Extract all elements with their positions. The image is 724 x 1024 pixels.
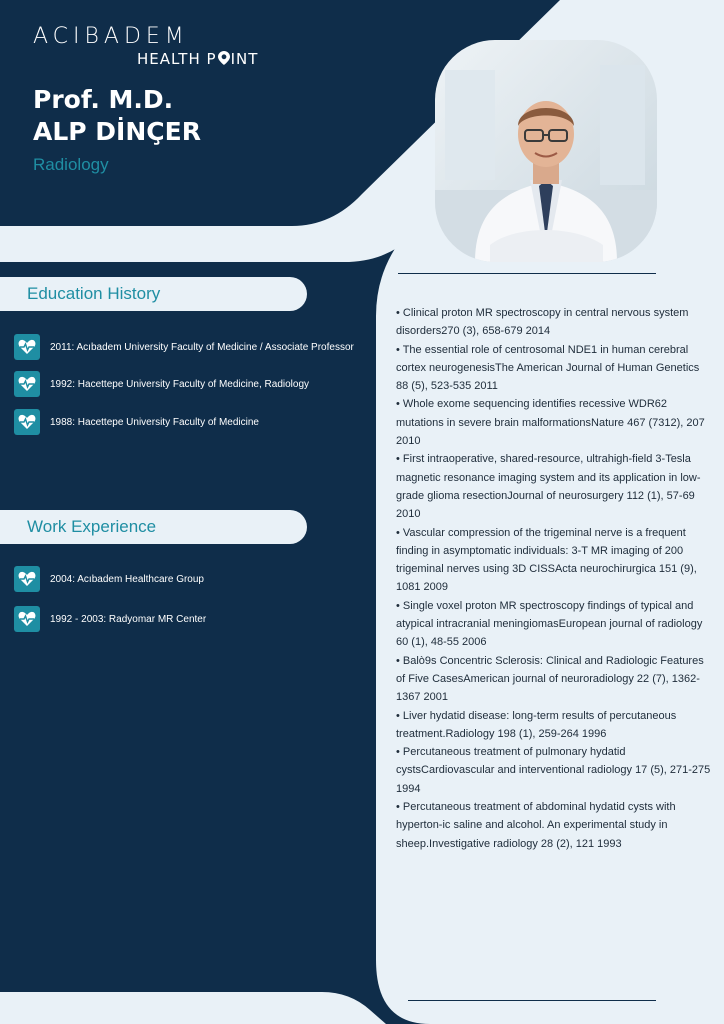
map-pin-icon: [218, 51, 230, 65]
work-heading: Work Experience: [0, 510, 307, 544]
bottom-divider: [408, 1000, 656, 1001]
heart-pulse-icon: [14, 566, 40, 592]
brand-subline-post: INT: [230, 50, 259, 68]
work-item-text: 2004: Acıbadem Healthcare Group: [50, 573, 204, 585]
publication-item: • Whole exome sequencing identifies recessive WDR62 mutations in severe brain malformationsNature 467 (7312), 207 2010: [396, 398, 705, 448]
publications-list: [396, 304, 711, 853]
education-item: [14, 371, 309, 397]
education-item: [14, 409, 259, 435]
brand-subline: [137, 50, 258, 68]
publication-item: • Clinical proton MR spectroscopy in central nervous system disorders270 (3), 658-679 2014: [396, 307, 689, 338]
education-heading: Education History: [0, 277, 307, 311]
publication-item: • Vascular compression of the trigeminal nerve is a frequent finding in asymptomatic individuals: 3-T MR imaging of 200 trigeminal nerves using 3D CISSActa neurochirurgica 151 (9), 1081 2009: [396, 526, 697, 594]
publication-item: • Balò9s Concentric Sclerosis: Clinical and Radiologic Features of Five CasesAmerican journal of neuroradiology 22 (7), 1362-1367 2001: [396, 654, 704, 704]
brand-subline-pre: HEALTH P: [137, 50, 217, 68]
brand-logo: [33, 24, 259, 68]
education-item-text: 1992: Hacettepe University Faculty of Medicine, Radiology: [50, 378, 310, 390]
publication-item: • The essential role of centrosomal NDE1 in human cerebral cortex neurogenesisThe American Journal of Human Genetics 88 (5), 523-535 2011: [396, 343, 700, 393]
heart-pulse-icon: [14, 334, 40, 360]
publication-item: • Percutaneous treatment of pulmonary hydatid cystsCardiovascular and interventional radiology 17 (5), 271-275 1994: [396, 746, 711, 795]
work-item-text: 1992 - 2003: Radyomar MR Center: [50, 613, 207, 625]
education-item-text: 2011: Acıbadem University Faculty of Medicine / Associate Professor: [50, 341, 354, 353]
publication-item: • Liver hydatid disease: long-term results of percutaneous treatment.Radiology 198 (1), 259-264 1996: [396, 709, 677, 740]
doctor-photo: [435, 40, 657, 262]
doctor-department: Radiology: [33, 155, 109, 174]
work-item: [14, 606, 206, 632]
doctor-name: ALP DİNÇER: [33, 117, 201, 146]
education-item-text: 1988: Hacettepe University Faculty of Medicine: [50, 416, 259, 428]
heart-pulse-icon: [14, 409, 40, 435]
heart-pulse-icon: [14, 371, 40, 397]
education-item: [14, 334, 354, 360]
publication-item: • Percutaneous treatment of abdominal hydatid cysts with hyperton-ic saline and alcohol. An experimental study in sheep.Investigative radiology 28 (2), 121 1993: [396, 801, 676, 850]
brand-name: ACIBADEM: [33, 24, 189, 49]
footer-light-band: [0, 992, 386, 1024]
doctor-name-block: [33, 84, 201, 148]
publication-item: • Single voxel proton MR spectroscopy findings of typical and atypical intracranial meningiomasEuropean journal of radiology 60 (1), 48-55 2006: [396, 599, 703, 649]
heart-pulse-icon: [14, 606, 40, 632]
work-item: [14, 566, 204, 592]
doctor-title: Prof. M.D.: [33, 85, 174, 114]
publication-item: • First intraoperative, shared-resource, ultrahigh-field 3-Tesla magnetic resonance imaging system and its application in low-grade glioma resectionJournal of neurosurgery 112 (1), 57-69 2010: [396, 453, 701, 521]
top-divider: [398, 273, 656, 274]
